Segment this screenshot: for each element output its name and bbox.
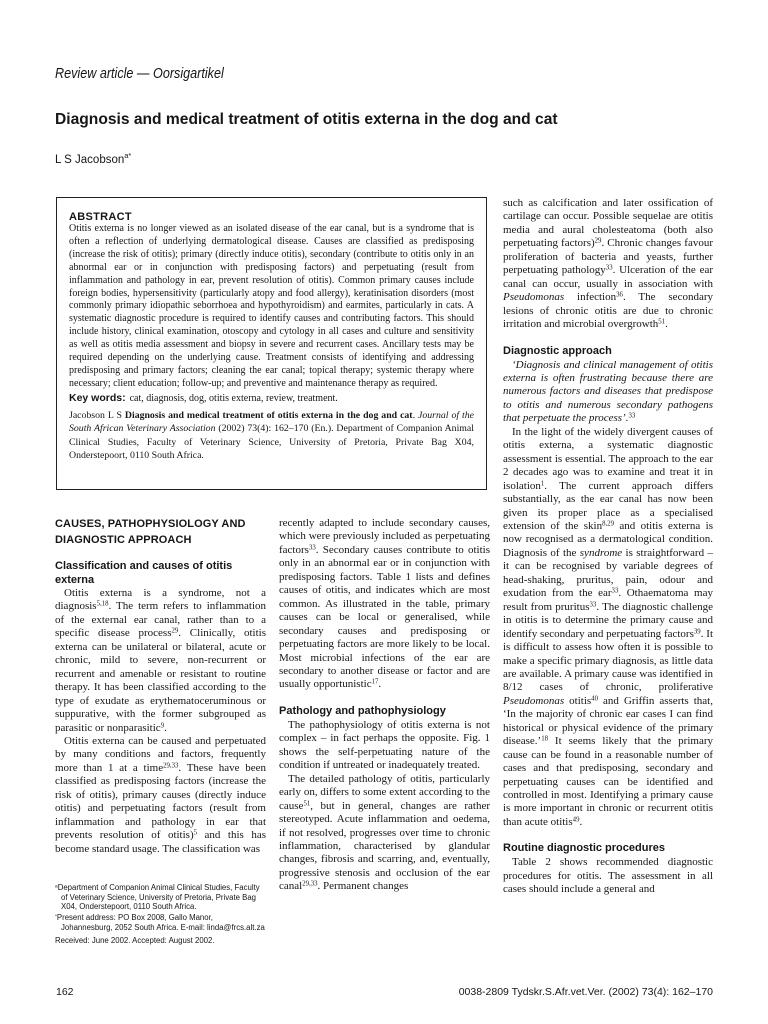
section-heading-causes: CAUSES, PATHOPHYSIOLOGY AND DIAGNOSTIC APPROACH [55,518,246,546]
text-run: . [164,721,167,734]
running-head: Review article — Oorsigartikel [55,65,224,82]
body-paragraph [279,719,490,773]
text-run: such as calcification and later ossification of cartilage can occur. Possible sequelae are otitis media and aural cholesteatoma (both also perpetuating factors) [503,197,713,250]
text-run: . The diagnostic challenge in otitis is to determine the primary cause and identify secondary and perpetuating factors [503,600,713,640]
reference-superscript: 51 [658,318,666,326]
right-column [503,197,713,897]
text-run: otitis [564,694,592,707]
reference-superscript: 29,33 [302,880,318,888]
text-run: In the light of the widely divergent causes of otitis externa, a systematic diagnostic assessment is essential. The approach to the ear 2 decades ago was to examine and treat it in isolation [503,425,713,492]
reference-superscript: 9 [160,722,165,730]
footnote-received-dates [55,936,266,946]
keywords-label: Key words: [69,391,126,404]
reference-superscript: 39 [693,628,701,636]
body-paragraph [503,197,713,332]
journal-reference: 0038-2809 Tydskr.S.Afr.vet.Ver. (2002) 73(4): 162–170 [458,986,713,998]
block-quote [503,359,713,426]
reference-superscript: 49 [572,816,580,824]
text-run: infection [564,291,617,304]
section-heading-routine-procedures: Routine diagnostic procedures [503,842,665,855]
reference-superscript: 33 [611,587,619,595]
section-heading-pathology: Pathology and pathophysiology [279,704,446,717]
text-run: . [412,409,418,421]
reference-superscript: 18 [541,735,548,743]
reference-superscript: a [55,884,58,890]
text-run: . The secondary lesions of chronic otitis are due to chronic irritation and microbial overgrowth [503,291,713,331]
italic-text: Journal of the South African Veterinary Association [69,409,474,435]
text-run: and Griffin asserts that, ‘In the majority of chronic ear cases I can find historical or physical evidence of the primary disease.’ [503,694,713,748]
reference-superscript: * [55,914,57,920]
body-paragraph [503,426,713,830]
reference-superscript: 8,29 [602,520,615,528]
reference-superscript: 51 [303,800,311,808]
text-run: . The current approach differs substantially, as the ear canal has now been given its proper place as a specialised extension of the skin [503,479,713,532]
text-run: Jacobson L S [69,409,125,421]
middle-column [279,517,490,894]
text-run: It seems likely that the primary cause can be found in a reasonable number of cases and that predisposing, secondary and perpetuating causes can be identified and controlled in most. Identifying a primary cause is more important in chronic or recurrent otitis than acute otitis [503,735,713,828]
body-paragraph [55,587,266,735]
abstract-heading: ABSTRACT [69,211,132,223]
italic-text: ‘Diagnosis and clinical management of otitis externa is often frustrating because there are numerous factors and diseases that predispose to otitis and numerous secondary pathogens that perpetuate the process’. [503,358,713,425]
left-column [55,516,266,856]
italic-text: Pseudomonas [503,694,565,707]
text-run: Received: June 2002. Accepted: August 2002. [55,936,215,946]
text-run: . [579,815,583,828]
text-run: Otitis externa is a syndrome, not a diagnosis [55,587,266,613]
text-run: . Secondary causes contribute to otitis only in an abnormal ear or in conjunction with predisposing factors. Table 1 lists and defines causes of otitis, and indicates which are most common. As illustrated in the table, primary causes can be local or generalised, while secondary causes and predisposing or perpetuating factors are more likely to be local. Most microbial infections of the ear are secondary to another disease or factor and are usually opportunistic [279,543,490,691]
reference-superscript: 29 [171,627,179,635]
footnote-present-address [55,913,266,932]
text-run: The pathophysiology of otitis externa is not complex – in fact perhaps the opposite. Fig. 1 shows the self-perpetuating nature of the condition if untreated or inadequately treated. [279,718,490,772]
text-run: . [665,318,668,331]
text-run: Otitis externa can be caused and perpetuated by many conditions and factors, frequently more than 1 at a time [55,734,266,774]
citation [69,409,474,463]
text-run: . Othaematoma may result from pruritus [503,587,713,613]
text-run: is straightforward – it can be recognised by variable degrees of head-shaking, pruritus, pain, odour and exudation from the ear [503,546,713,600]
text-run: The detailed pathology of otitis, particularly early on, differs to some extent according to the cause [279,772,490,812]
text-run: . Clinically, otitis externa can be unilateral or bilateral, acute or chronic, mild to severe, non-recurrent or recurrent and amenable or resistant to routine therapy. It has been classified according to the type of exudate as erythematoceruminous or suppurative, with the former subgrouped as parasitic or nonparasitic [55,627,266,734]
text-run: recently adapted to include secondary causes, which were previously included as perpetuating factors [279,517,490,556]
reference-superscript: 33 [589,601,597,609]
text-run: and this has become standard usage. The classification was [55,829,266,855]
footnotes [55,883,266,948]
bold-text: Diagnosis and medical treatment of otitis externa in the dog and cat [124,409,413,421]
reference-superscript: 40 [591,695,598,703]
author-line [55,152,131,168]
text-run: Department of Companion Animal Clinical Studies, Faculty of Veterinary Science, University of Pretoria, Private Bag X04, Onderstepoort, 0110 South Africa. [57,883,260,912]
reference-superscript: 33 [308,544,316,552]
text-run: . These have been classified as predisposing factors (increase the risk of otitis), primary causes (directly induce otitis) and perpetuating factors (result from inflammation and pathology in ear that prevents resolution of otitis) [55,761,266,842]
page-number: 162 [56,986,74,998]
subsection-heading-classification: Classification and causes of otitis externa [55,560,233,586]
body-paragraph [55,735,266,856]
body-paragraph [279,773,490,894]
text-run: , but in general, changes are rather stereotyped. Acute inflammation and oedema, if not resolved, progresses over time to chronic inflammation, characterised by glandular changes, fibrosis and scarring, and, eventually, progressive stenosis and occlusion of the ear canal [279,799,490,893]
reference-superscript: 36 [616,291,623,299]
italic-text: Pseudomonas [503,291,565,304]
text-run: . It is difficult to assess how often it is possible to make a specific primary diagnosis, as little data are available. A primary cause was identified in 8/12 cases of chronic, proliferative [503,627,713,694]
section-heading-diagnostic-approach: Diagnostic approach [503,344,612,357]
article-title: Diagnosis and medical treatment of otitis externa in the dog and cat [55,111,558,128]
text-run: (2002) 73(4): 162–170 (En.). Department of Companion Animal Clinical Studies, Faculty of Veterinary Science, University of Pretoria, Private Bag X04, Onderstepoort, 0110 South Africa. [69,423,474,461]
reference-superscript: 29 [594,237,602,245]
reference-superscript: 33 [628,412,636,420]
text-run: . The term refers to inflammation of the external ear canal, rather than to a specific disease process [55,600,266,640]
reference-superscript: 5,18 [96,601,109,609]
author-affiliation-mark: a* [124,151,132,160]
reference-superscript: 17 [371,679,379,687]
keywords-line [69,391,474,406]
text-run: . Chronic changes favour proliferation of bacteria and yeasts, further perpetuating pathology [503,237,713,277]
author-name: L S Jacobson [55,154,125,166]
text-run: . Permanent changes [317,880,409,893]
body-paragraph [279,517,490,692]
text-run: Present address: PO Box 2008, Gallo Manor, Johannesburg, 2052 South Africa. E-mail: linda@frcs.alt.za [56,913,265,932]
reference-superscript: 33 [605,264,613,272]
abstract-text: Otitis externa is no longer viewed as an isolated disease of the ear canal, but is a syndrome that is often a reflection of underlying dermatological disease. Causes are classified as predisposing (increase the risk of otitis); primary (directly induce otitis), secondary (contribute to otitis only in an abnormal ear or in conjunction with predisposing factors) and perpetuating (result from inflammation and pathology in ear, prevent resolution of otitis). Common primary causes include foreign bodies, hypersensitivity (particularly atopy and food allergy), keratinisation disorders (most commonly primary idiopathic seborrhoea and hypothyroidism) and earmites, particularly in cats. A systematic diagnostic procedure is required to identify causes and contributing factors. This should include history, clinical examination, otoscopy and cytology in all cases and culture and sensitivity as well as otitis media assessment and biopsy in severe and recurrent cases. Ancillary tests may be required depending on the underlying cause. Treatment consists of identifying and addressing predisposing and primary factors; cleaning the ear canal; topical therapy; systemic therapy where necessary; client education; follow-up; and preventive and maintenance therapy as required. [69,223,474,389]
reference-superscript: 29,33 [163,762,179,770]
text-run: Table 2 shows recommended diagnostic procedures for otitis. The assessment in all cases should include a general and [503,856,713,896]
reference-superscript: 5 [193,829,198,837]
italic-text: syndrome [579,546,623,559]
reference-superscript: 1 [540,480,545,488]
abstract-box [56,197,487,490]
footnote-affiliation [55,883,266,912]
text-run: . Ulceration of the ear canal can occur, usually in association with [503,264,713,290]
text-run: and otitis externa is now recognised as a dermatological condition. Diagnosis of the [503,519,713,559]
text-run: . [378,678,382,691]
keywords-value: cat, diagnosis, dog, otitis externa, review, treatment. [129,392,338,404]
body-paragraph [503,856,713,896]
